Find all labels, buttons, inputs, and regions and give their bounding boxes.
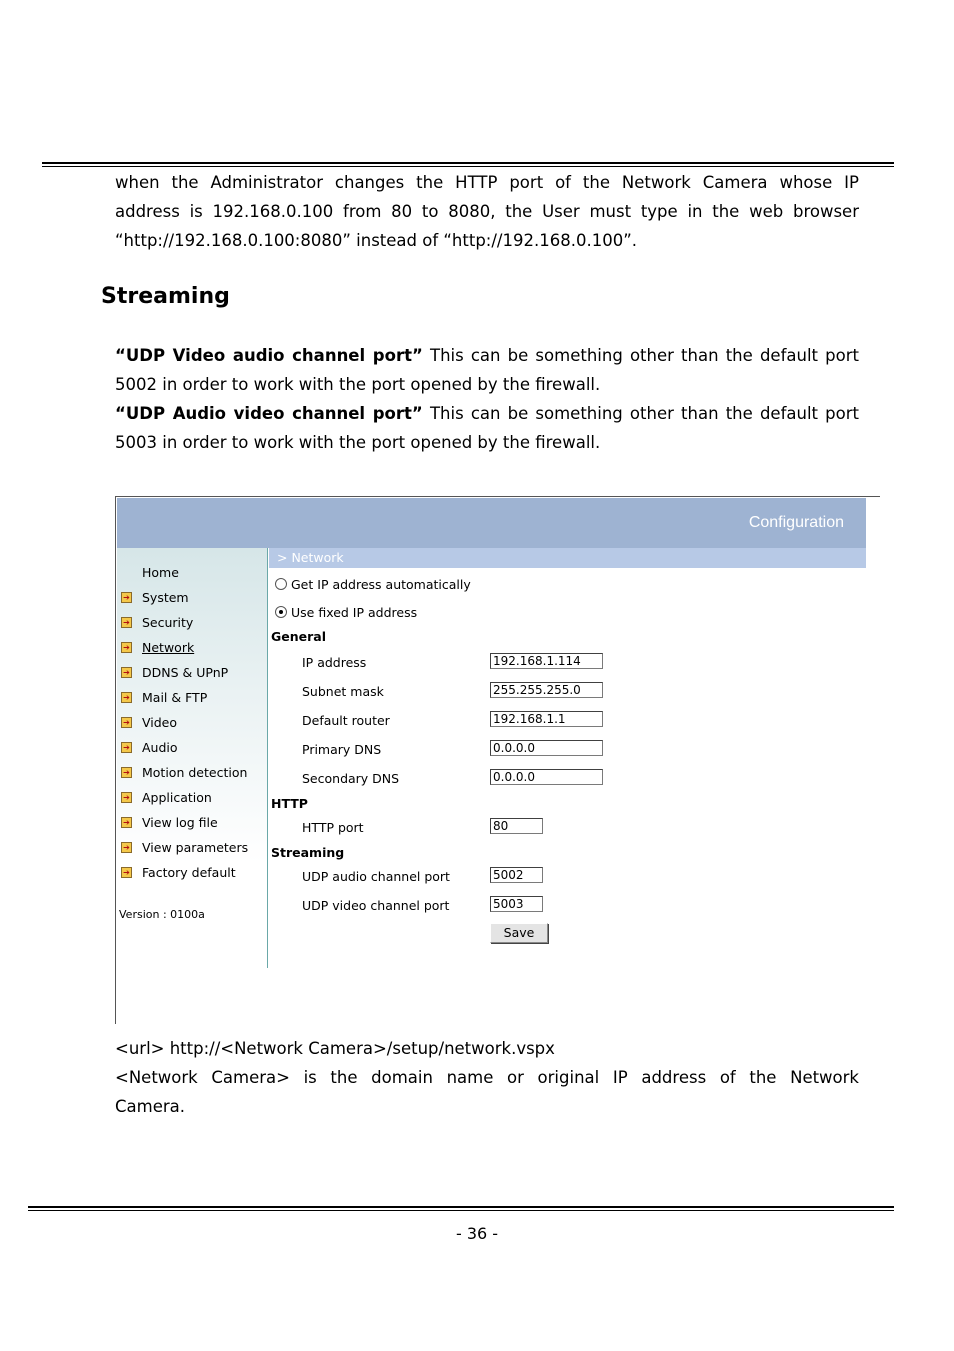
sidebar-item-mail-ftp[interactable] <box>117 688 265 708</box>
sidebar-item-view-parameters[interactable] <box>117 838 265 858</box>
audio-port-desc-line-2: 5003 in order to work with the port opened by the firewall. <box>115 433 601 452</box>
secondary-dns-label: Secondary DNS <box>302 771 400 786</box>
sidebar-item-label: Motion detection <box>142 765 248 780</box>
radio-button-selected-icon <box>275 606 287 618</box>
sidebar-item-security[interactable] <box>117 613 265 633</box>
sidebar-item-ddns-upnp[interactable] <box>117 663 265 683</box>
save-button[interactable]: Save <box>490 923 548 943</box>
arrow-right-icon: ➔ <box>121 592 132 603</box>
arrow-right-icon: ➔ <box>121 617 132 628</box>
arrow-right-icon: ➔ <box>121 842 132 853</box>
bottom-rule <box>28 1206 894 1208</box>
sidebar-item-label: Mail & FTP <box>142 690 208 705</box>
streaming-heading: Streaming <box>101 284 230 309</box>
section-http: HTTP <box>271 796 308 811</box>
breadcrumb-text: > Network <box>277 550 344 565</box>
ip-address-label: IP address <box>302 655 367 670</box>
bottom-rule-thin <box>28 1210 894 1211</box>
sidebar-item-label: Network <box>142 640 195 655</box>
sidebar-item-view-log-file[interactable] <box>117 813 265 833</box>
arrow-right-icon: ➔ <box>121 767 132 778</box>
radio-auto-label: Get IP address automatically <box>291 577 471 592</box>
video-port-desc-line-2: 5002 in order to work with the port opened by the firewall. <box>115 375 601 394</box>
sidebar-item-label: DDNS & UPnP <box>142 665 229 680</box>
section-general: General <box>271 629 326 644</box>
audio-port-desc-line-1 <box>115 399 859 428</box>
sidebar-item-audio[interactable] <box>117 738 265 758</box>
secondary-dns-input[interactable]: 0.0.0.0 <box>490 769 603 785</box>
intro-line-3: “http://192.168.0.100:8080” instead of “http://192.168.0.100”. <box>115 231 637 250</box>
sidebar-item-label: Application <box>142 790 212 805</box>
http-port-input[interactable]: 80 <box>490 818 543 834</box>
intro-line-2: address is 192.168.0.100 from 80 to 8080, the User must type in the web browser <box>115 202 859 221</box>
page-number: - 36 - <box>455 1224 499 1243</box>
arrow-right-icon: ➔ <box>121 667 132 678</box>
subnet-mask-label: Subnet mask <box>302 684 384 699</box>
arrow-right-icon: ➔ <box>121 742 132 753</box>
arrow-right-icon: ➔ <box>121 792 132 803</box>
firmware-version: Version : 0100a <box>119 908 205 921</box>
primary-dns-label: Primary DNS <box>302 742 382 757</box>
sidebar-item-network[interactable] <box>117 638 265 658</box>
sidebar-item-home[interactable] <box>117 563 265 583</box>
network-camera-desc-line-2: Camera. <box>115 1097 185 1116</box>
sidebar-item-label: View parameters <box>142 840 249 855</box>
udp-video-port-label: UDP video channel port <box>302 898 450 913</box>
radio-get-ip-auto[interactable] <box>275 577 471 593</box>
sidebar-item-label: Home <box>142 565 179 580</box>
arrow-right-icon: ➔ <box>121 692 132 703</box>
screenshot-frame-left <box>115 496 116 1024</box>
screenshot-frame-top <box>115 496 880 497</box>
arrow-right-icon: ➔ <box>121 817 132 828</box>
breadcrumb <box>269 548 866 568</box>
default-router-label: Default router <box>302 713 390 728</box>
arrow-right-icon: ➔ <box>121 717 132 728</box>
radio-use-fixed-ip[interactable] <box>275 605 417 621</box>
arrow-right-icon: ➔ <box>121 867 132 878</box>
network-camera-desc-line-1: <Network Camera> is the domain name or original IP address of the Network <box>115 1068 859 1087</box>
udp-audio-port-input[interactable]: 5002 <box>490 867 543 883</box>
sidebar-item-label: System <box>142 590 189 605</box>
config-header-title: Configuration <box>748 514 844 531</box>
sidebar-item-label: Video <box>142 715 178 730</box>
sidebar-item-label: Security <box>142 615 194 630</box>
ip-address-input[interactable]: 192.168.1.114 <box>490 653 603 669</box>
config-header <box>117 498 866 548</box>
sidebar-item-application[interactable] <box>117 788 265 808</box>
top-rule <box>42 162 894 164</box>
network-settings-panel <box>269 548 866 1018</box>
sidebar-item-label: Factory default <box>142 865 236 880</box>
video-port-desc-line-1 <box>115 341 859 370</box>
radio-fixed-label: Use fixed IP address <box>291 605 418 620</box>
arrow-right-icon: ➔ <box>121 642 132 653</box>
section-streaming: Streaming <box>271 845 345 860</box>
default-router-input[interactable]: 192.168.1.1 <box>490 711 603 727</box>
sidebar-item-label: Audio <box>142 740 178 755</box>
primary-dns-input[interactable]: 0.0.0.0 <box>490 740 603 756</box>
video-port-term: “UDP Video audio channel port” <box>115 346 423 365</box>
url-line: <url> http://<Network Camera>/setup/network.vspx <box>115 1039 555 1058</box>
sidebar-item-factory-default[interactable] <box>117 863 265 883</box>
video-port-desc-a: This can be something other than the default port <box>422 346 859 365</box>
top-rule-thin <box>42 166 894 167</box>
network-config-screenshot <box>115 496 880 1024</box>
audio-port-term: “UDP Audio video channel port” <box>115 404 423 423</box>
sidebar-item-motion-detection[interactable] <box>117 763 265 783</box>
audio-port-desc-a: This can be something other than the default port <box>422 404 859 423</box>
udp-video-port-input[interactable]: 5003 <box>490 896 543 912</box>
radio-button-icon <box>275 578 287 590</box>
subnet-mask-input[interactable]: 255.255.255.0 <box>490 682 603 698</box>
sidebar-item-system[interactable] <box>117 588 265 608</box>
sidebar-item-label: View log file <box>142 815 218 830</box>
http-port-label: HTTP port <box>302 820 364 835</box>
intro-line-1: when the Administrator changes the HTTP port of the Network Camera whose IP <box>115 173 859 192</box>
config-sidebar <box>117 548 268 968</box>
sidebar-item-video[interactable] <box>117 713 265 733</box>
udp-audio-port-label: UDP audio channel port <box>302 869 450 884</box>
